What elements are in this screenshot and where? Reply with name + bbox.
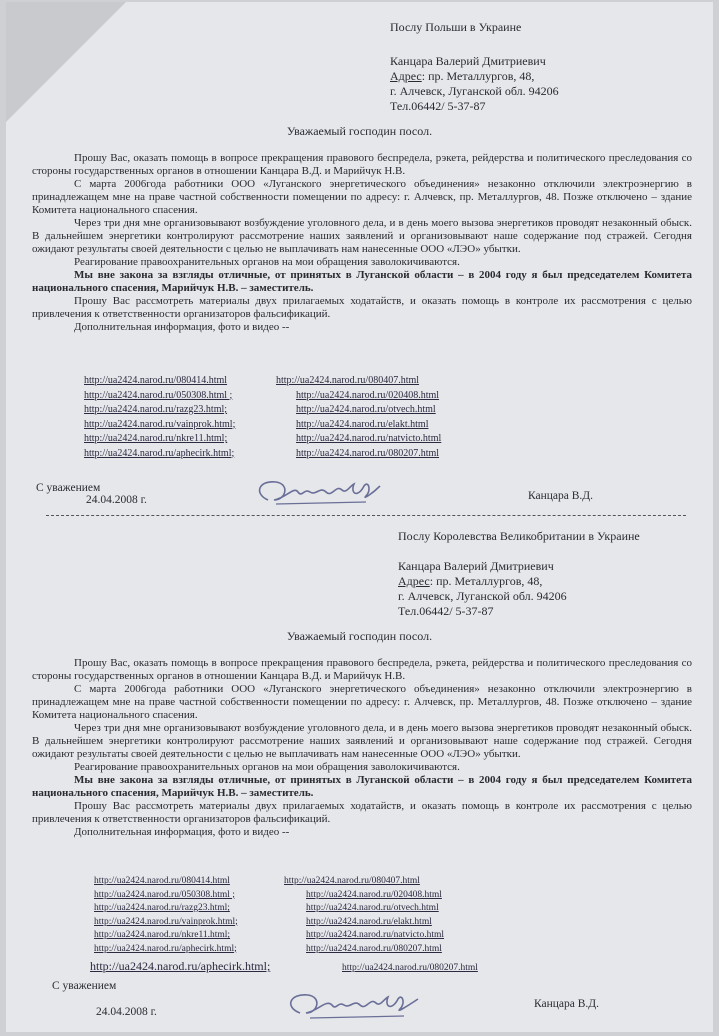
link-list	[84, 374, 441, 461]
paragraph-3: Через три дня мне организовывают возбуждение уголовного дела, и в день моего вызова энергетиков проводят незаконный обыск. В дальнейшем энергетики контролируют рассмотрение наших заявлений и организовывают наше содержание под стражей. Сегодня ожидают результаты своей деятельности с целью не выплачивать нам нанесенные ООО «ЛЭО» убытки.	[32, 217, 692, 255]
letter-uk	[6, 507, 713, 1032]
link[interactable]: http://ua2424.narod.ru/050308.html ;	[94, 889, 235, 900]
closing: С уважением	[52, 980, 117, 992]
link[interactable]: http://ua2424.narod.ru/020408.html	[306, 889, 442, 900]
link[interactable]: http://ua2424.narod.ru/080207.html	[306, 943, 442, 954]
link[interactable]: http://ua2424.narod.ru/razg23.html;	[84, 404, 228, 415]
link[interactable]: http://ua2424.narod.ru/080414.html	[84, 375, 228, 386]
phone: Тел.06442/ 5-37-87	[398, 604, 494, 618]
link[interactable]: http://ua2424.narod.ru/vainprok.html;	[84, 418, 236, 430]
link[interactable]: http://ua2424.narod.ru/080207.html	[342, 963, 478, 973]
salutation: Уважаемый господин посол.	[286, 124, 433, 138]
link[interactable]: http://ua2424.narod.ru/otvech.html	[306, 903, 439, 913]
paragraph-7: Дополнительная информация, фото и видео --	[74, 321, 290, 333]
address-line2: г. Алчевск, Луганской обл. 94206	[398, 589, 567, 603]
link[interactable]: http://ua2424.narod.ru/elakt.html	[306, 916, 432, 927]
link[interactable]: http://ua2424.narod.ru/080207.html	[296, 447, 440, 459]
address-label: Адрес	[398, 574, 430, 588]
link[interactable]: http://ua2424.narod.ru/080407.html	[284, 876, 420, 886]
link[interactable]: http://ua2424.narod.ru/050308.html ;	[84, 389, 233, 401]
recipient-block	[390, 20, 521, 35]
letter-body	[32, 657, 692, 839]
link[interactable]: http://ua2424.narod.ru/aphecirk.html;	[84, 447, 235, 459]
signer: Канцара В.Д.	[534, 998, 600, 1010]
recipient: Послу Королевства Великобритании в Украине	[398, 529, 640, 543]
link[interactable]: http://ua2424.narod.ru/nkre11.html;	[94, 930, 231, 940]
paragraph-4: Реагирование правоохранительных органов на мои обращения заволокичиваются.	[74, 761, 460, 773]
link[interactable]: http://ua2424.narod.ru/otvech.html	[296, 404, 436, 415]
scanned-page	[6, 2, 713, 1032]
link[interactable]: http://ua2424.narod.ru/080414.html	[94, 876, 230, 886]
letter-body	[32, 152, 692, 334]
paragraph-2: С марта 2006года работники ООО «Луганского энергетического объединения» незаконно отключили электроэнергию в принадлежащем мне на праве частной собственности помещении по адресу: г. Алчевск, пр. Металлургов, 48. Позже отключено – здание Комитета национального спасения.	[32, 178, 692, 216]
salutation: Уважаемый господин посол.	[286, 629, 433, 643]
sender-block	[390, 54, 559, 114]
signature	[246, 472, 386, 512]
address-line2: г. Алчевск, Луганской обл. 94206	[390, 84, 559, 98]
recipient-block	[398, 529, 640, 544]
link-list-extra	[90, 959, 478, 976]
sender-block	[398, 559, 567, 619]
letter-poland	[6, 2, 713, 507]
date: 24.04.2008 г.	[96, 1006, 157, 1018]
link[interactable]: http://ua2424.narod.ru/natvicto.html	[306, 930, 444, 940]
link[interactable]: http://ua2424.narod.ru/020408.html	[296, 389, 440, 401]
link[interactable]: http://ua2424.narod.ru/elakt.html	[296, 418, 429, 430]
closing: С уважением	[36, 482, 101, 494]
phone: Тел.06442/ 5-37-87	[390, 99, 486, 113]
signature	[276, 985, 426, 1025]
link[interactable]: http://ua2424.narod.ru/natvicto.html	[296, 433, 442, 444]
link[interactable]: http://ua2424.narod.ru/nkre11.html;	[84, 433, 228, 444]
recipient: Послу Польши в Украине	[390, 20, 522, 34]
address-line1: : пр. Металлургов, 48,	[421, 69, 535, 83]
paragraph-3: Через три дня мне организовывают возбуждение уголовного дела, и в день моего вызова энергетиков проводят незаконный обыск. В дальнейшем энергетики контролируют рассмотрение наших заявлений и организовывают наше содержание под стражей. Сегодня ожидают результаты своей деятельности с целью не выплачивать нам нанесенные ООО «ЛЭО» убытки.	[32, 722, 692, 760]
link-list	[94, 875, 444, 956]
link[interactable]: http://ua2424.narod.ru/razg23.html;	[94, 903, 230, 913]
paragraph-4: Реагирование правоохранительных органов на мои обращения заволокичиваются.	[74, 256, 460, 268]
sender-name: Канцара Валерий Дмитриевич	[398, 559, 554, 573]
paragraph-5: Мы вне закона за взгляды отличные, от принятых в Луганской области – в 2004 году я был председателем Комитета национального спасения, Марийчук Н.В. – заместитель.	[32, 269, 692, 294]
sender-name: Канцара Валерий Дмитриевич	[390, 54, 546, 68]
date: 24.04.2008 г.	[86, 494, 147, 506]
signer: Канцара В.Д.	[528, 490, 594, 502]
link[interactable]: http://ua2424.narod.ru/aphecirk.html;	[90, 959, 271, 973]
address-label: Адрес	[390, 69, 422, 83]
paragraph-6: Прошу Вас рассмотреть материалы двух прилагаемых ходатайств, и оказать помощь в контроле их рассмотрения с целью привлечения к ответственности организаторов фальсификаций.	[32, 295, 692, 320]
paragraph-7: Дополнительная информация, фото и видео --	[74, 826, 290, 838]
paragraph-1: Прошу Вас, оказать помощь в вопросе прекращения правового беспределa, рэкета, рейдерства и политического преследования со стороны государственных органов в отношении Канцара В.Д. и Марийчук Н.В.	[32, 657, 692, 682]
paragraph-2: С марта 2006года работники ООО «Луганского энергетического объединения» незаконно отключили электроэнергию в принадлежащем мне на праве частной собственности помещении по адресу: г. Алчевск, пр. Металлургов, 48. Позже отключено – здание Комитета национального спасения.	[32, 683, 692, 721]
link[interactable]: http://ua2424.narod.ru/080407.html	[276, 375, 420, 386]
link[interactable]: http://ua2424.narod.ru/aphecirk.html;	[94, 943, 237, 954]
link[interactable]: http://ua2424.narod.ru/vainprok.html;	[94, 916, 238, 927]
address-line1: : пр. Металлургов, 48,	[429, 574, 543, 588]
paragraph-5: Мы вне закона за взгляды отличные, от принятых в Луганской области – в 2004 году я был председателем Комитета национального спасения, Марийчук Н.В. – заместитель.	[32, 774, 692, 799]
paragraph-6: Прошу Вас рассмотреть материалы двух прилагаемых ходатайств, и оказать помощь в контроле их рассмотрения с целью привлечения к ответственности организаторов фальсификаций.	[32, 800, 692, 825]
paragraph-1: Прошу Вас, оказать помощь в вопросе прекращения правового беспределa, рэкета, рейдерства и политического преследования со стороны государственных органов в отношении Канцара В.Д. и Марийчук Н.В.	[32, 152, 692, 177]
